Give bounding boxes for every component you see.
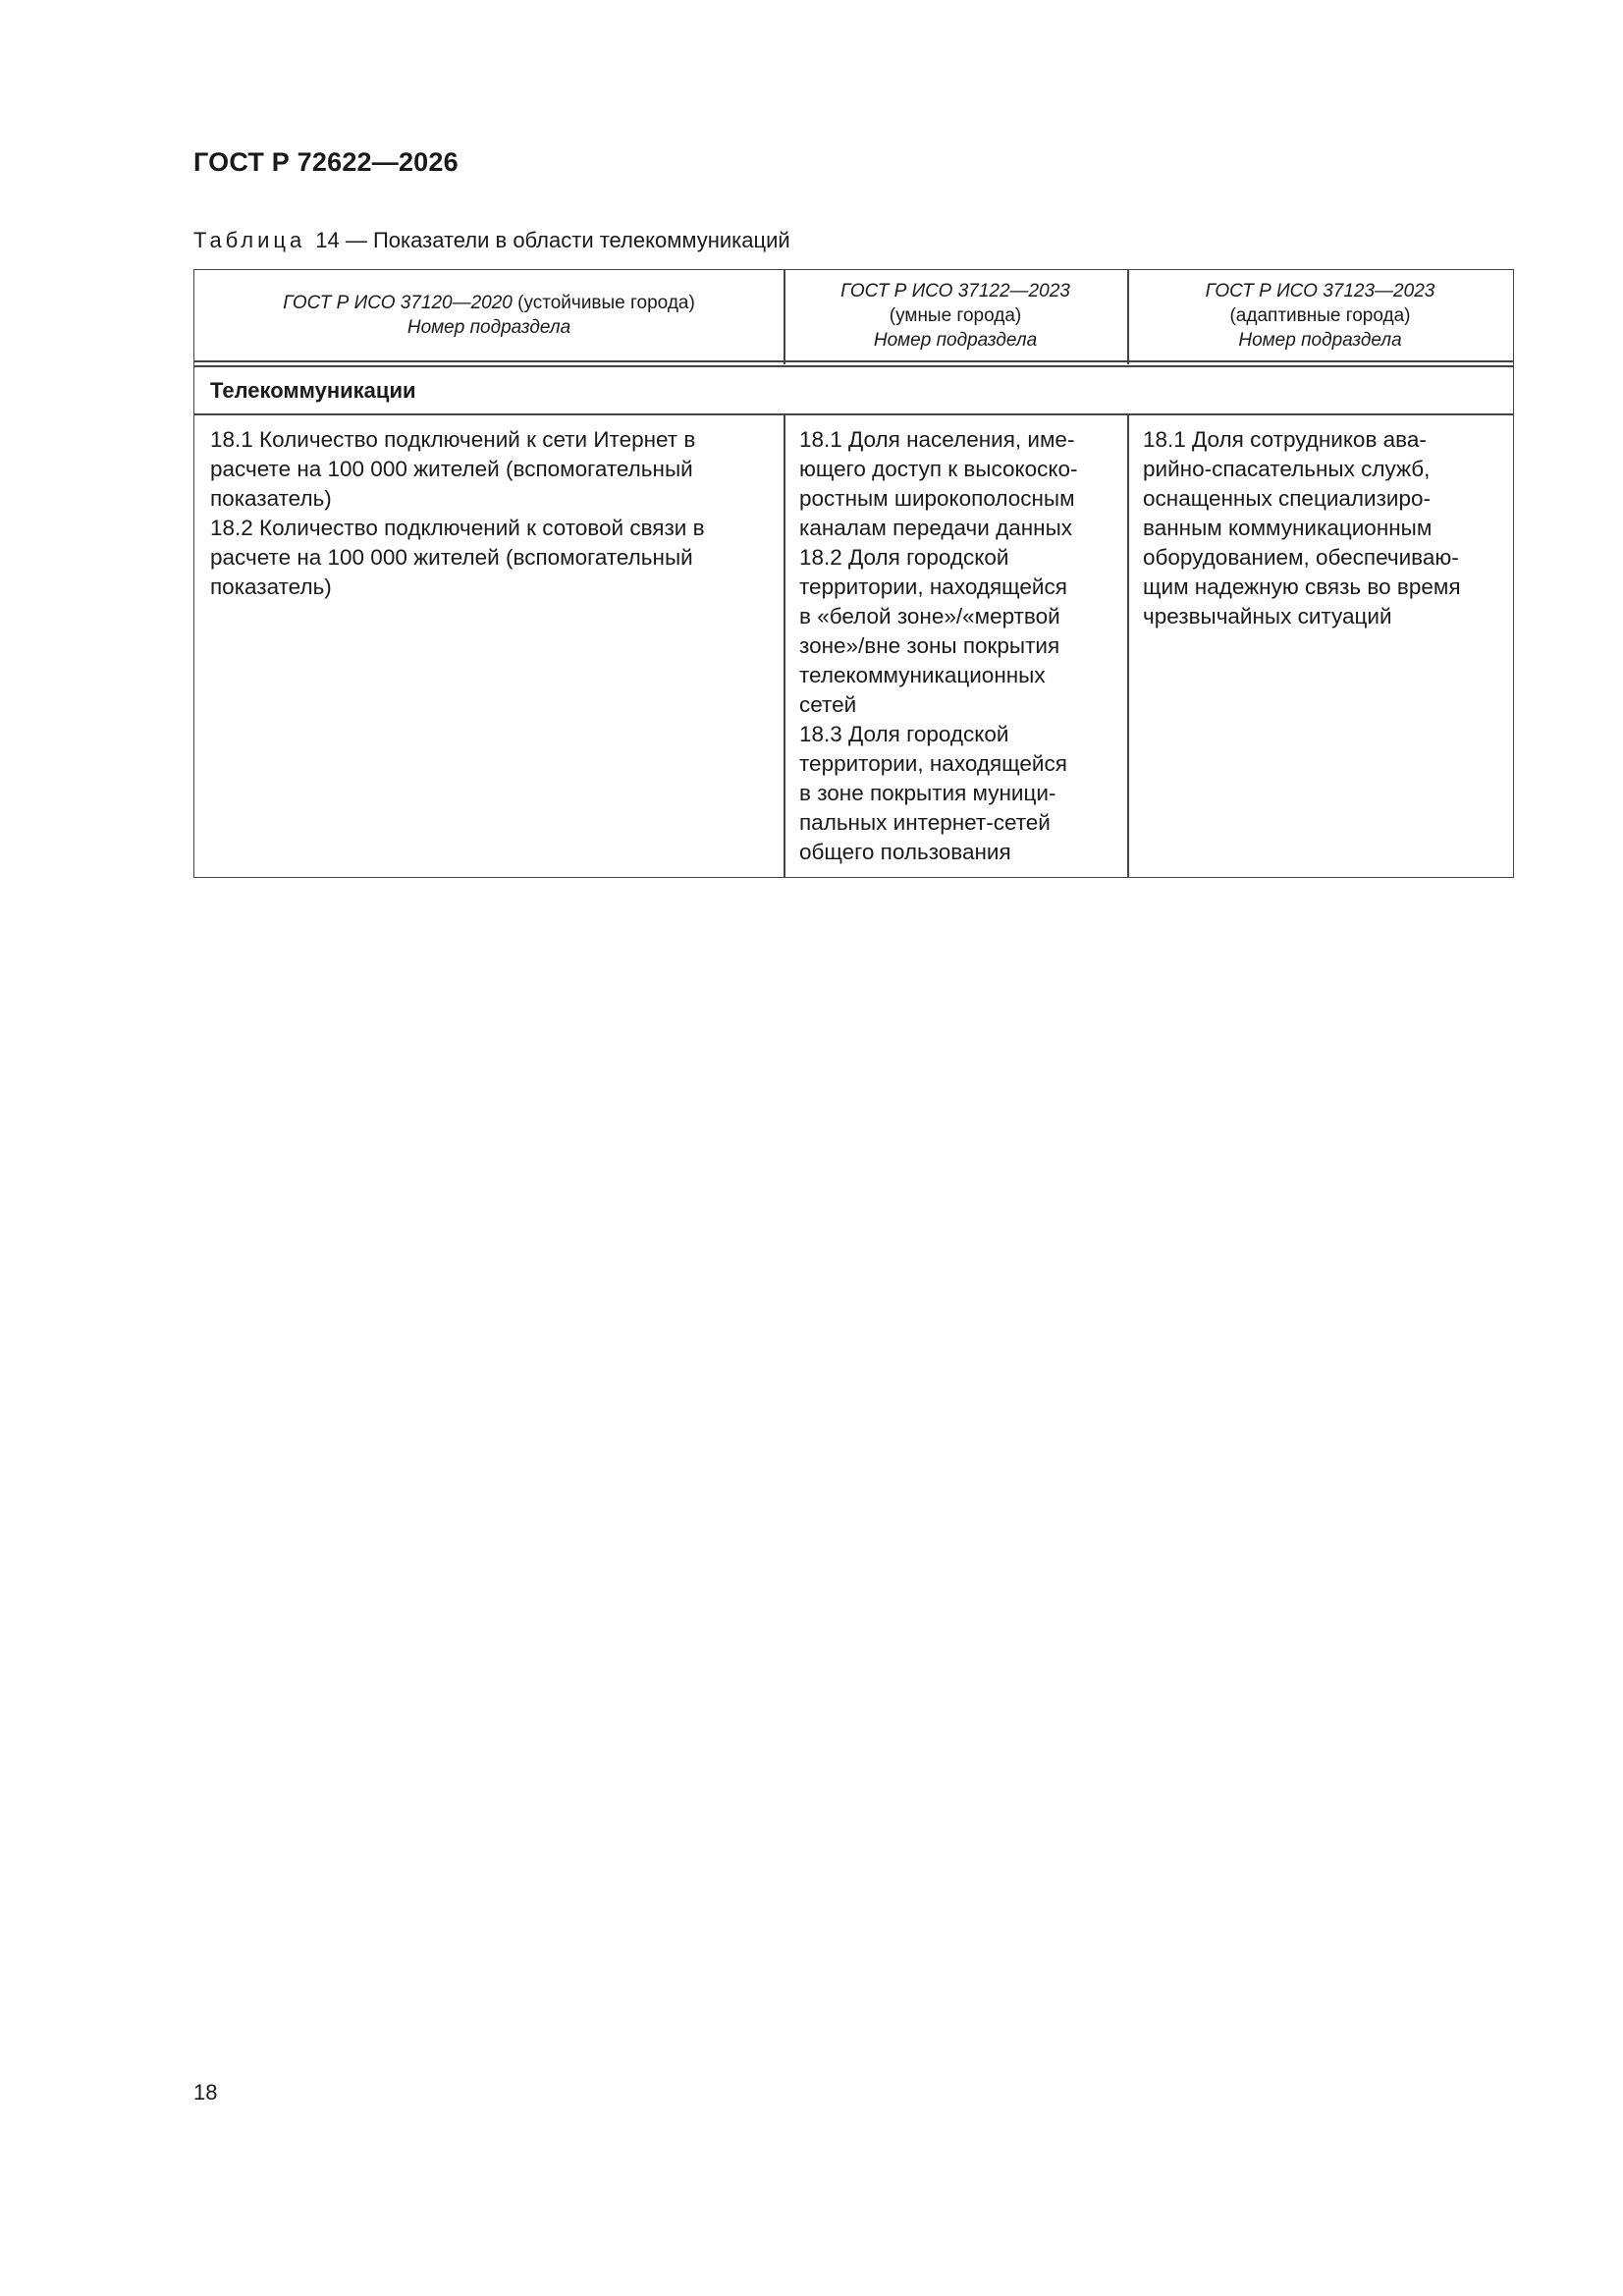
cell-line: сетей [799, 692, 857, 717]
section-rule [194, 413, 1513, 415]
header-subsection-label: Номер подраздела [873, 329, 1038, 351]
cell-line: рийно-спасательных служб, [1143, 457, 1431, 481]
cell-line: общего пользования [799, 840, 1011, 864]
cell-line: телекоммуникационных [799, 663, 1046, 687]
document-title: ГОСТ Р 72622—2026 [193, 147, 459, 177]
cell-line: каналам передачи данных [799, 516, 1072, 540]
cell-line: показатель) [210, 486, 332, 511]
table-cell-iso-37123 [1143, 425, 1461, 631]
cell-line: 18.2 Количество подключений к сотовой связи в [210, 516, 705, 540]
header-subsection-label: Номер подраздела [406, 317, 571, 338]
cell-line: в зоне покрытия муници- [799, 781, 1056, 805]
column-divider [1127, 413, 1129, 877]
cell-line: 18.2 Доля городской [799, 545, 1009, 570]
cell-line: щим надежную связь во время [1143, 574, 1461, 599]
section-title: Телекоммуникации [210, 378, 416, 403]
cell-line: 18.1 Доля населения, име- [799, 427, 1075, 452]
table-cell-iso-37122 [799, 425, 1077, 867]
column-header-iso-37122 [784, 270, 1127, 360]
indicators-table [193, 269, 1514, 878]
header-standard: ГОСТ Р ИСО 37123—2023 [1205, 280, 1435, 301]
header-standard: ГОСТ Р ИСО 37120—2020 [283, 293, 513, 313]
table-caption-title: 14 — Показатели в области телекоммуникаций [315, 228, 790, 252]
header-rule-double [194, 365, 1513, 367]
cell-line: 18.1 Доля сотрудников ава- [1143, 427, 1427, 452]
cell-line: ванным коммуникационным [1143, 516, 1433, 540]
cell-line: 18.1 Количество подключений к сети Итернет в [210, 427, 696, 452]
header-city-type: (устойчивые города) [512, 293, 695, 313]
header-city-type: (адаптивные города) [1229, 304, 1411, 326]
cell-line: ющего доступ к высокоско- [799, 457, 1078, 481]
column-header-iso-37120 [194, 270, 784, 360]
table-cell-iso-37120 [210, 425, 705, 602]
header-standard: ГОСТ Р ИСО 37122—2023 [840, 280, 1070, 301]
cell-line: зоне»/вне зоны покрытия [799, 633, 1060, 658]
header-rule [194, 360, 1513, 362]
cell-line: чрезвычайных ситуаций [1143, 604, 1392, 629]
page-number: 18 [193, 2080, 218, 2105]
cell-line: территории, находящейся [799, 574, 1067, 599]
cell-line: пальных интернет-сетей [799, 810, 1051, 835]
header-subsection-label: Номер подраздела [1238, 329, 1402, 351]
cell-line: расчете на 100 000 жителей (вспомогательный [210, 545, 693, 570]
cell-line: в «белой зоне»/«мертвой [799, 604, 1060, 629]
column-header-iso-37123 [1127, 270, 1513, 360]
table-caption-label: Таблица [193, 228, 306, 252]
column-divider [784, 413, 785, 877]
cell-line: территории, находящейся [799, 751, 1067, 776]
cell-line: расчете на 100 000 жителей (вспомогательный [210, 457, 693, 481]
header-city-type: (умные города) [889, 304, 1022, 326]
cell-line: оборудованием, обеспечиваю- [1143, 545, 1459, 570]
cell-line: оснащенных специализиро- [1143, 486, 1432, 511]
cell-line: ростным широкополосным [799, 486, 1075, 511]
cell-line: 18.3 Доля городской [799, 722, 1009, 746]
table-caption [193, 228, 790, 253]
cell-line: показатель) [210, 574, 332, 599]
